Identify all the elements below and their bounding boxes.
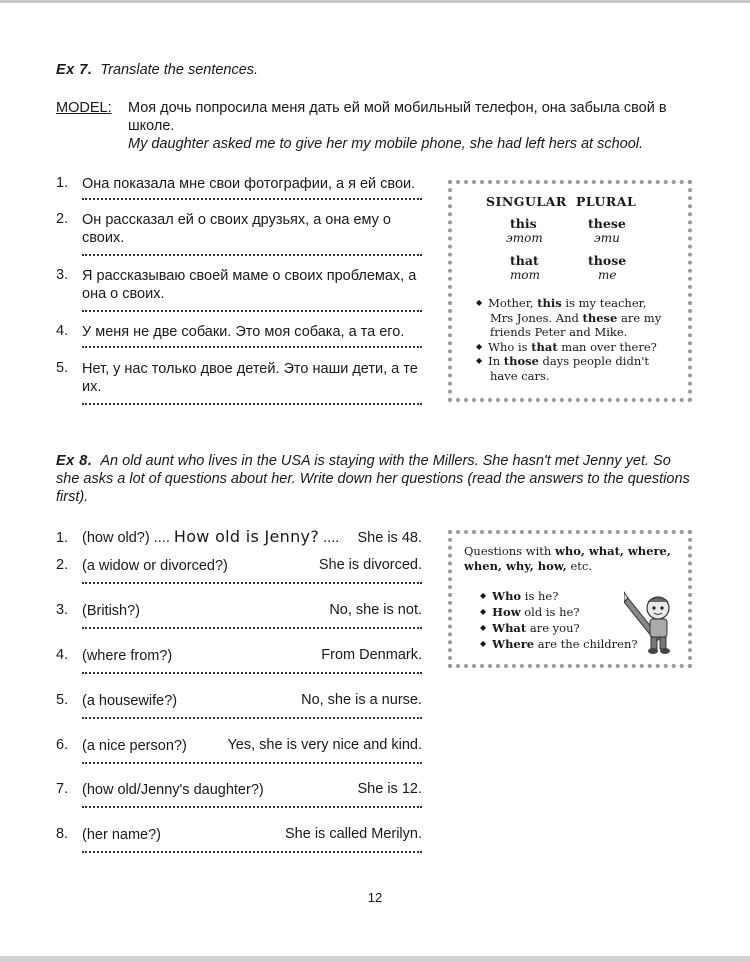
- model-label: MODEL:: [56, 100, 112, 116]
- word-those: those: [588, 253, 627, 268]
- answer-line[interactable]: [82, 623, 422, 629]
- ex7-item-line: их.: [82, 379, 102, 395]
- ex8-label: Ex 8.: [56, 453, 93, 469]
- ex8-item-number: 3.: [56, 602, 69, 618]
- ex7-item-line: Нет, у нас только двое детей. Это наши дети, а те: [82, 361, 418, 377]
- boy-with-pencil-icon: [624, 590, 680, 656]
- diamond-bullet-icon: ◆: [480, 607, 487, 616]
- page-number: 12: [367, 890, 383, 905]
- ex8-item-number: 4.: [56, 647, 69, 663]
- ex8-item-cue: (how old?) .... How old is Jenny? ....: [82, 527, 340, 546]
- ex7-item-line: она о своих.: [82, 286, 165, 302]
- ex7-item-number: 5.: [56, 360, 69, 376]
- plural-header: PLURAL: [576, 194, 637, 209]
- answer-line[interactable]: [82, 847, 422, 853]
- example-item: ◆ Mother, this is my teacher,: [476, 296, 647, 310]
- ex8-instruction-line3: first).: [56, 489, 89, 505]
- example-item: ◆ How old is he?: [480, 605, 580, 619]
- ex8-instruction-line1: An old aunt who lives in the USA is staying with the Millers. She hasn't met Jenny yet. So: [100, 453, 671, 469]
- diamond-bullet-icon: ◆: [476, 356, 483, 365]
- example-item-cont: have cars.: [490, 368, 550, 383]
- ex7-item-text: [82, 267, 424, 303]
- ex7-item-text: [82, 175, 424, 193]
- ex7-item-number: 1.: [56, 175, 69, 191]
- ex8-instruction-line2: she asks a lot of questions about her. Write down her questions (read the answers to the questions: [56, 471, 690, 487]
- answer-line[interactable]: [82, 758, 422, 764]
- word-this: this: [510, 216, 537, 231]
- answer-line[interactable]: [82, 802, 422, 808]
- answer-line[interactable]: [82, 250, 422, 256]
- ex7-item-line: Она показала мне свои фотографии, а я ей свои.: [82, 176, 416, 192]
- model-ru-line1: Моя дочь попросила меня дать ей мой мобильный телефон, она забыла свой в: [128, 100, 667, 116]
- example-item: ◆ In those days people didn't: [476, 354, 650, 368]
- example-item: ◆ Who is he?: [480, 589, 559, 603]
- ex7-label: Ex 7.: [56, 62, 93, 78]
- singular-plural-box: [448, 180, 692, 402]
- word-these: these: [588, 216, 626, 231]
- ex7-instruction: Translate the sentences.: [100, 62, 259, 78]
- examples-list: [476, 296, 682, 383]
- answer-line[interactable]: [82, 713, 422, 719]
- diamond-bullet-icon: ◆: [476, 298, 483, 307]
- ex8-item-number: 8.: [56, 826, 69, 842]
- ex8-item-cue: (a widow or divorced?): [82, 558, 228, 574]
- question-words-box: [448, 530, 692, 668]
- diamond-bullet-icon: ◆: [480, 591, 487, 600]
- example-item-cont: friends Peter and Mike.: [490, 325, 628, 339]
- ex8-answer: No, she is not.: [329, 602, 422, 618]
- ex8-answer: She is 48.: [357, 530, 422, 546]
- example-item: ◆ Where are the children?: [480, 637, 638, 651]
- example-item: ◆ Who is that man over there?: [476, 339, 657, 354]
- ex8-item-number: 5.: [56, 692, 69, 708]
- ex7-item-line: Он рассказал ей о своих друзьях, а она ему о: [82, 212, 391, 228]
- ex8-item-number: 7.: [56, 781, 69, 797]
- answer-line[interactable]: [82, 578, 422, 584]
- ex7-heading: [56, 62, 258, 78]
- ex8-answer: She is divorced.: [318, 557, 422, 573]
- ex7-item-number: 2.: [56, 211, 69, 227]
- ex7-item-text: [82, 323, 424, 341]
- diamond-bullet-icon: ◆: [476, 341, 483, 351]
- ex8-item-cue: (British?): [82, 603, 141, 619]
- ex7-item-line: У меня не две собаки. Это моя собака, а та его.: [82, 324, 405, 340]
- diamond-bullet-icon: ◆: [480, 639, 487, 648]
- answer-line[interactable]: [82, 306, 422, 312]
- answer-line[interactable]: [82, 668, 422, 674]
- top-border: [0, 0, 750, 3]
- ex8-answer: From Denmark.: [321, 647, 422, 663]
- answer-line[interactable]: [82, 399, 422, 405]
- singular-header: SINGULAR: [486, 194, 567, 209]
- example-item: ◆ What are you?: [480, 621, 580, 635]
- ex7-item-line: Я рассказываю своей маме о своих проблемах, а: [82, 268, 417, 284]
- model-en: My daughter asked me to give her my mobile phone, she had left hers at school.: [128, 136, 644, 152]
- answer-line[interactable]: [82, 194, 422, 200]
- ex7-item-line: своих.: [82, 230, 125, 246]
- word-these-ru: эти: [594, 231, 620, 245]
- example-item-cont: Mrs Jones. And these are my: [490, 310, 662, 325]
- ex7-item-number: 4.: [56, 323, 69, 339]
- bottom-border: [0, 956, 750, 962]
- ex8-answer: No, she is a nurse.: [301, 692, 422, 708]
- handwritten-answer: How old is Jenny?: [173, 527, 320, 546]
- word-this-ru: этот: [506, 231, 543, 245]
- model-ru-line2: школе.: [128, 118, 175, 134]
- ex8-answer: She is 12.: [357, 781, 422, 797]
- question-words-intro: Questions with who, what, where, when, why, how, etc.: [464, 544, 671, 573]
- word-those-ru: те: [598, 268, 617, 282]
- word-that: that: [510, 253, 539, 268]
- ex8-item-cue: (a housewife?): [82, 693, 178, 709]
- diamond-bullet-icon: ◆: [480, 623, 487, 632]
- ex7-item-text: [82, 360, 424, 396]
- ex8-heading: [56, 452, 696, 506]
- ex8-item-number: 2.: [56, 557, 69, 573]
- word-that-ru: тот: [510, 268, 540, 282]
- ex8-item-number: 1.: [56, 530, 69, 546]
- answer-line[interactable]: [82, 342, 422, 348]
- model-ru: [128, 99, 708, 153]
- ex8-item-cue: (a nice person?): [82, 738, 187, 754]
- ex7-item-text: [82, 211, 424, 247]
- ex8-item-number: 6.: [56, 737, 69, 753]
- ex8-answer: Yes, she is very nice and kind.: [227, 737, 422, 753]
- ex8-answer: She is called Merilyn.: [285, 826, 422, 842]
- ex8-item-cue: (where from?): [82, 648, 173, 664]
- ex8-item-cue: (how old/Jenny's daughter?): [82, 782, 264, 798]
- ex7-item-number: 3.: [56, 267, 69, 283]
- ex8-item-cue: (her name?): [82, 827, 161, 843]
